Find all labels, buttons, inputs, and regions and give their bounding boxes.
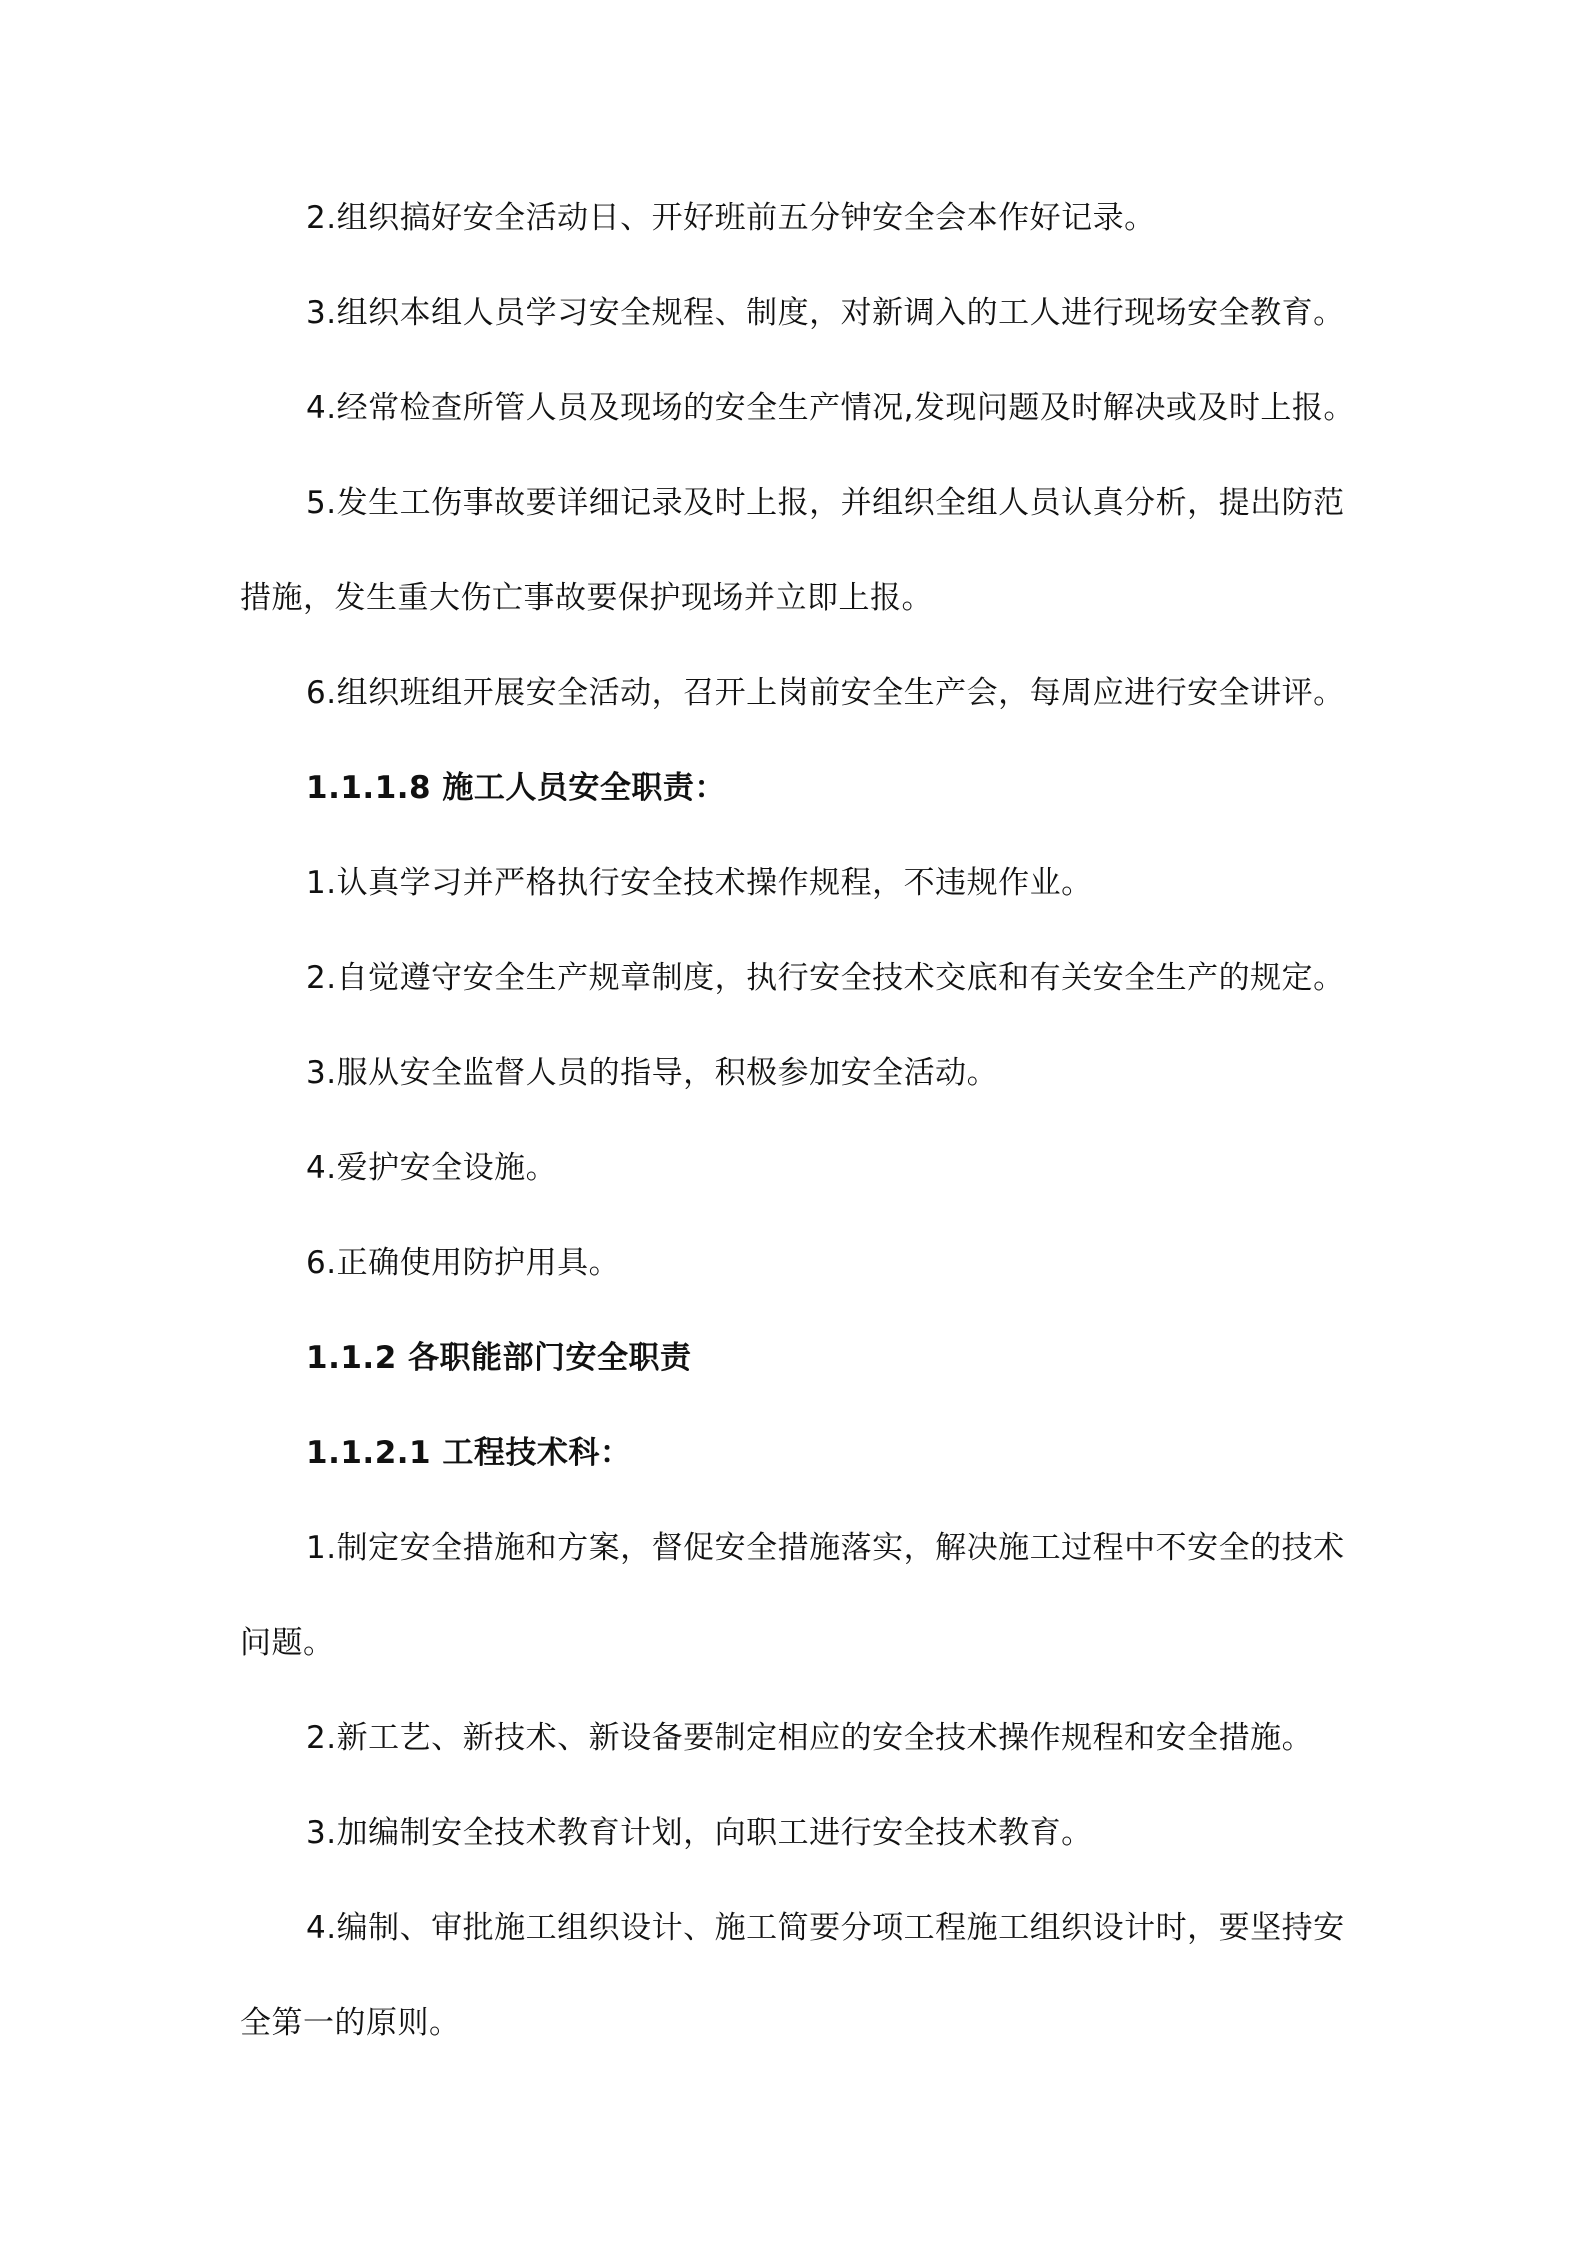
paragraph-line: 2.组织搞好安全活动日、开好班前五分钟安全会本作好记录。 <box>306 200 1156 236</box>
paragraph-line: 2.新工艺、新技术、新设备要制定相应的安全技术操作规程和安全措施。 <box>306 1720 1314 1756</box>
paragraph-line: 5.发生工伤事故要详细记录及时上报，并组织全组人员认真分析，提出防范 <box>306 485 1345 521</box>
paragraph-line: 6.正确使用防护用具。 <box>306 1245 621 1281</box>
paragraph-line: 4.爱护安全设施。 <box>306 1150 558 1186</box>
section-heading: 1.1.2 各职能部门安全职责 <box>306 1340 692 1376</box>
paragraph-line: 3.服从安全监督人员的指导，积极参加安全活动。 <box>306 1055 999 1091</box>
section-heading: 1.1.1.8 施工人员安全职责： <box>306 770 726 806</box>
paragraph-line: 全第一的原则。 <box>240 2005 461 2041</box>
paragraph-line: 3.组织本组人员学习安全规程、制度，对新调入的工人进行现场安全教育。 <box>306 295 1345 331</box>
paragraph-line: 措施，发生重大伤亡事故要保护现场并立即上报。 <box>240 580 933 616</box>
section-heading: 1.1.2.1 工程技术科： <box>306 1435 632 1471</box>
paragraph-line: 4.经常检查所管人员及现场的安全生产情况,发现问题及时解决或及时上报。 <box>306 390 1355 426</box>
paragraph-line: 3.加编制安全技术教育计划，向职工进行安全技术教育。 <box>306 1815 1093 1851</box>
paragraph-line: 2.自觉遵守安全生产规章制度，执行安全技术交底和有关安全生产的规定。 <box>306 960 1345 996</box>
paragraph-line: 6.组织班组开展安全活动，召开上岗前安全生产会，每周应进行安全讲评。 <box>306 675 1345 711</box>
paragraph-line: 1.制定安全措施和方案，督促安全措施落实，解决施工过程中不安全的技术 <box>306 1530 1345 1566</box>
paragraph-line: 1.认真学习并严格执行安全技术操作规程，不违规作业。 <box>306 865 1093 901</box>
paragraph-line: 问题。 <box>240 1625 335 1661</box>
paragraph-line: 4.编制、审批施工组织设计、施工简要分项工程施工组织设计时，要坚持安 <box>306 1910 1345 1946</box>
